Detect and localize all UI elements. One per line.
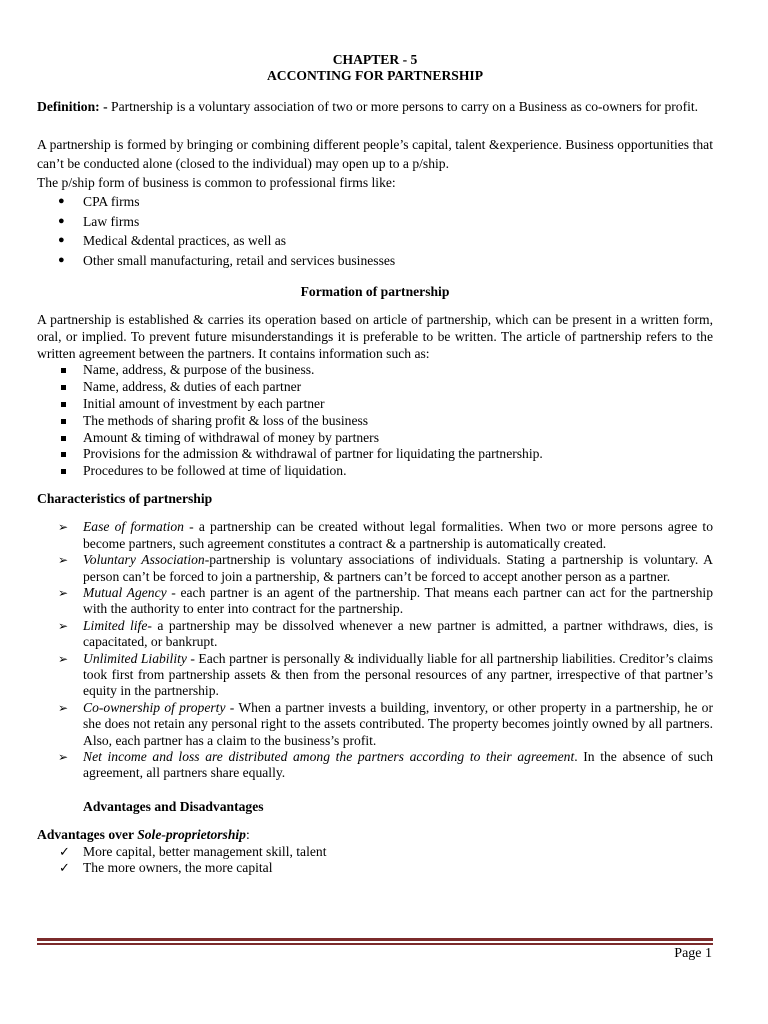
square-bullet-icon — [61, 368, 66, 373]
bullet-icon: ● — [58, 214, 65, 227]
checkmark-icon: ✓ — [59, 860, 70, 876]
list-item: ➢ Voluntary Association-partnership is voluntary associations of individuals. Stating a partnership is voluntary. A person can’t be forced to join a partnership, & partners can’t be forced to accept another person as a partner. — [58, 552, 713, 584]
advantages-list — [37, 844, 713, 877]
bullet-icon: ● — [58, 195, 65, 208]
list-item: Name, address, & purpose of the business. — [37, 362, 713, 379]
list-item: ● Other small manufacturing, retail and services businesses — [37, 251, 713, 271]
list-item: ✓ The more owners, the more capital — [59, 860, 273, 876]
list-item: ➢ Net income and loss are distributed among the partners according to their agreement. In the absence of such agreement, all partners share equally. — [58, 749, 713, 781]
intro-paragraph: A partnership is formed by bringing or combining different people’s capital, talent &experience. Business opportunities that can’t be conducted alone (closed to the individual) may open up to a p/ship. — [37, 137, 713, 172]
advantages-over-line: Advantages over Sole-proprietorship: — [37, 827, 250, 843]
list-item: Procedures to be followed at time of liquidation. — [37, 463, 713, 480]
bullet-icon: ● — [58, 234, 65, 247]
arrow-bullet-icon: ➢ — [58, 520, 69, 535]
footer-divider-thin — [37, 943, 713, 945]
page-number: Page 1 — [674, 946, 712, 961]
footer-divider-thick — [37, 938, 713, 941]
arrow-bullet-icon: ➢ — [58, 618, 69, 633]
firms-list — [37, 192, 713, 270]
list-item: ➢ Mutual Agency - each partner is an agent of the partnership. That means each partner can act for the partnership with the authority to enter into contract for the partnership. — [58, 585, 713, 617]
definition-text: Partnership is a voluntary association of two or more persons to carry on a Business as co-owners for profit. — [107, 98, 699, 114]
formation-paragraph: A partnership is established & carries its operation based on article of partnership, which can be present in a written form, oral, or implied. To prevent future misunderstandings it is preferable to be written. The article of partnership refers to the written agreement between the partners. It contains information such as: — [37, 312, 713, 361]
list-item: Initial amount of investment by each partner — [37, 396, 713, 413]
list-item: The methods of sharing profit & loss of the business — [37, 413, 713, 430]
checkmark-icon: ✓ — [59, 843, 70, 859]
arrow-bullet-icon: ➢ — [58, 553, 69, 568]
list-item: ● Medical &dental practices, as well as — [37, 231, 713, 251]
square-bullet-icon — [61, 469, 66, 474]
list-item: ● Law firms — [37, 212, 713, 232]
intro-common-line: The p/ship form of business is common to professional firms like: — [37, 175, 396, 191]
formation-heading: Formation of partnership — [300, 283, 450, 299]
square-bullet-icon — [61, 452, 66, 457]
arrow-bullet-icon: ➢ — [58, 651, 69, 666]
list-item: ➢ Ease of formation - a partnership can be created without legal formalities. When two or more persons agree to become partners, such agreement constitutes a contract & a partnership is automatically created. — [58, 519, 713, 551]
list-item: ➢ Unlimited Liability - Each partner is personally & individually liable for all partnership liabilities. Creditor’s claims took first from partnership assets & then from the personal resources of any partner, irrespective of that partner’s equity in the partnership. — [58, 650, 714, 699]
characteristics-list — [37, 519, 713, 782]
advantages-heading: Advantages and Disadvantages — [83, 798, 264, 814]
square-bullet-icon — [61, 402, 66, 407]
arrow-bullet-icon: ➢ — [58, 700, 69, 715]
definition-label: Definition: - — [37, 98, 108, 114]
arrow-bullet-icon: ➢ — [58, 586, 69, 600]
definition-paragraph — [37, 99, 713, 115]
square-bullet-icon — [61, 419, 66, 424]
list-item: ➢ Limited life- a partnership may be dissolved whenever a new partner is admitted, a partner withdraws, dies, is capacitated, or bankrupt. — [58, 617, 713, 650]
page-content — [37, 52, 713, 877]
formation-list — [37, 362, 713, 480]
square-bullet-icon — [61, 385, 66, 390]
list-item: Provisions for the admission & withdrawal of partner for liquidating the partnership. — [37, 446, 713, 463]
square-bullet-icon — [61, 436, 66, 441]
bullet-icon: ● — [58, 254, 65, 266]
chapter-title: ACCONTING FOR PARTNERSHIP — [266, 68, 484, 84]
list-item: ➢ Co-ownership of property - When a partner invests a building, inventory, or other property in a partnership, he or she does not retain any personal right to the assets contributed. The property becomes jointly owned by all partners. Also, each partner has a claim to the business’s profit. — [58, 699, 713, 748]
list-item: Amount & timing of withdrawal of money by partners — [37, 430, 713, 447]
arrow-bullet-icon: ➢ — [58, 750, 69, 765]
chapter-number: CHAPTER - 5 — [332, 52, 418, 67]
list-item: ✓ More capital, better management skill, talent — [59, 843, 327, 859]
list-item: Name, address, & duties of each partner — [37, 379, 713, 396]
list-item: ● CPA firms — [37, 192, 713, 212]
characteristics-heading: Characteristics of partnership — [37, 490, 213, 506]
